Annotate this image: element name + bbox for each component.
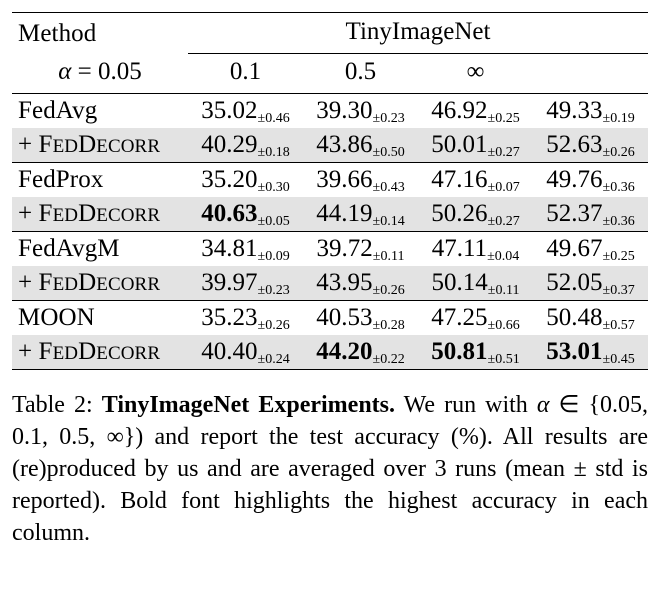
header-alpha-3: ∞ (466, 58, 485, 85)
table-cell: 39.30±0.23 (316, 97, 405, 126)
table-cell: 40.40±0.24 (201, 338, 290, 367)
caption-text-2: and report the test accuracy (%). All results are (re)produced by us and are averaged over 3 runs (mean ± std is reported). Bold font highlights the highest accuracy in each column. (12, 423, 649, 546)
row-method-label: + FEDDECORR (18, 269, 161, 296)
table-bottom-rule (12, 370, 648, 371)
table-row (12, 197, 648, 232)
table-row (12, 301, 648, 335)
table-cell: 46.92±0.25 (431, 97, 520, 126)
table-cell: 35.23±0.26 (201, 304, 290, 333)
header-dataset-group (188, 13, 648, 54)
table-cell: 34.81±0.09 (201, 235, 290, 264)
table-cell: 50.26±0.27 (431, 200, 520, 229)
table-row (12, 335, 648, 370)
table-cell: 47.11±0.04 (431, 235, 520, 264)
table-cell: 35.20±0.30 (201, 166, 290, 195)
table-cell: 43.95±0.26 (316, 269, 405, 298)
table-cell: 49.76±0.36 (546, 166, 635, 195)
caption-title: TinyImageNet Experiments. (101, 392, 396, 418)
table-cell: 40.29±0.18 (201, 131, 290, 160)
table-cell: 44.20±0.22 (316, 338, 405, 367)
header-method: Method (18, 19, 97, 47)
header-dataset-label: TinyImageNet (345, 18, 491, 45)
row-method-label: + FEDDECORR (18, 200, 161, 227)
table-cell: 43.86±0.50 (316, 131, 405, 160)
caption-text-1: We run with (395, 392, 537, 418)
table-cell: 39.97±0.23 (201, 269, 290, 298)
table-cell: 50.81±0.51 (431, 338, 520, 367)
table-cell: 50.48±0.57 (546, 304, 635, 333)
table-cell: 53.01±0.45 (546, 338, 635, 367)
table-cell: 44.19±0.14 (316, 200, 405, 229)
table-cell: 40.53±0.28 (316, 304, 405, 333)
caption-alpha-set: {0.05, 0.1, 0.5, ∞}) (12, 392, 649, 450)
row-method-label: FedAvgM (18, 235, 120, 262)
table-row (12, 128, 648, 163)
table-cell: 47.16±0.07 (431, 166, 520, 195)
table-cell: 49.33±0.19 (546, 97, 635, 126)
table-figure-page (0, 12, 660, 590)
table-row (12, 163, 648, 197)
table-row (12, 232, 648, 266)
header-alpha-0: α = 0.05 (58, 58, 142, 85)
results-table (12, 12, 648, 370)
header-alpha-1: 0.1 (229, 58, 262, 85)
row-method-label: MOON (18, 304, 95, 331)
row-method-label: + FEDDECORR (18, 131, 161, 158)
table-caption (12, 390, 648, 550)
header-alpha-2: 0.5 (344, 58, 377, 85)
table-cell: 35.02±0.46 (201, 97, 290, 126)
table-cell: 49.67±0.25 (546, 235, 635, 264)
table-cell: 39.66±0.43 (316, 166, 405, 195)
table-row (12, 266, 648, 301)
table-cell: 50.14±0.11 (431, 269, 520, 298)
table-cell: 39.72±0.11 (316, 235, 405, 264)
caption-alpha-symbol: α (536, 392, 550, 418)
row-method-label: + FEDDECORR (18, 338, 161, 365)
caption-label: Table 2: (12, 392, 93, 418)
table-cell: 52.05±0.37 (546, 269, 635, 298)
caption-in-symbol: ∈ (558, 392, 580, 418)
row-method-label: FedProx (18, 166, 104, 193)
table-cell: 52.37±0.36 (546, 200, 635, 229)
row-method-label: FedAvg (18, 97, 98, 124)
table-cell: 50.01±0.27 (431, 131, 520, 160)
table-cell: 52.63±0.26 (546, 131, 635, 160)
table-header-alpha-row (12, 54, 648, 94)
table-cell: 40.63±0.05 (201, 200, 290, 229)
table-row (12, 94, 648, 128)
table-cell: 47.25±0.66 (431, 304, 520, 333)
table-header-group-row (12, 13, 648, 54)
